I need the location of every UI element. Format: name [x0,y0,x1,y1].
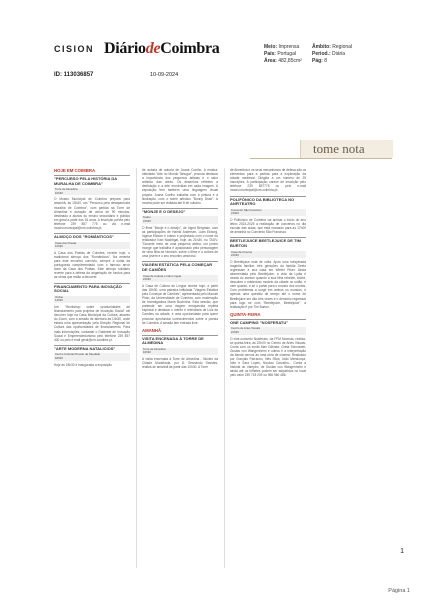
venue-time: 21h30 [231,330,239,334]
meta-period [312,51,352,58]
venue-name: Convento São Francisco [231,207,262,212]
venue-time: 10h30 [143,350,151,355]
article-body: O Beetlejuice está de volta. Após uma inesperada tragédia familiar, três gerações da família Deetz regressam à sua casa em Winter River. Ainda atormentada pelo Beetlejuice, a vida da Lydia é virada do avesso quando a sua filha rebelde, Astrid, descobre o misterioso modelo da cidade no sótão, e nem quanto, e se o portal para o mundo dos mortos. Com problemas a surgir em ambos os mundos, é apenas uma questão de tempo até o nome de Beetlejuice ser dito três vezes e o demónio regressar para logo se com "Beetlejuice, Beetlejuice", a realização é por Tim Burton. [230,259,306,309]
clipping-date: 10-09-2024 [150,72,179,78]
article-body: O cine-concerto Nosferatu, da FFM Mormas, realiza-se quinta-feira, às 22h00 no Centro de Artes Visuais. Conta com os ecrãs Max Gilbratz, Greta Schroeder, Gustav von Wangenheim e outros e a interpretação da banda nervos às uma obra de cinema. Realizado por Gonçalo Parracho, Inês Silva, João Mendonça, Inês e Sara Lopes, Nicolau Carvalho... Conta a história do Vampiro, de Gustav von Wangenheim e ainda até os bilhetes podem ser adquiridos no local pelo valor 239 718 209 ou 966 960 486. [230,336,306,378]
venue-time: 14h30 [55,298,63,303]
article-headline: "MONJE E O DESEJO" [142,208,218,215]
id-label: ID: [54,72,62,78]
venue-time: 21h30 [231,253,239,258]
section-heading: HOJE EM COIMBRA [54,168,96,173]
pais-label: País: [264,51,276,57]
section-rule [250,158,392,159]
article-headline: BEETLEJUICE BEETLEJUICE DE TIM BURTON [230,237,306,248]
article-body: A Casa dos Poetas de Coimbra, recebe hoje, o tradicional almoço dos "Românticos". Na ementa para este encontro convívio, sempre à conta da portuguesa complementado com o famoso arroz doce da Casa dos Poetas. Este almoço solidário reverte para a defesa da angariação de fundos para as obras que estão a decorrer. [54,250,130,280]
venue-time: 21h00 [231,211,239,216]
venue-tag [54,188,130,195]
logo-word-de: de [145,40,161,57]
venue-tag [54,242,130,249]
ambito-label: Âmbito: [312,44,331,50]
venue-name: Casa de Cultura e Indo Língua [143,273,182,278]
page-footer: Página 1 [388,588,410,594]
article-body: Um "Workshop sobre oportunidades de financiamento para projetos de Inovação Social" vai decorrer hoje na Casa Municipal da Cultura, através do Zoom, com a sessão de abertura às 14h30, onde estará uma apresentação pela Direção Regional de Cultura das oportunidades de financiamento. Para mais informações, contactar o Gabinete de Inovação Social e Empreendedorismo pelo telefone 239 857 400 ou pelo e-mail geral@cm-coimbra.pt. [54,304,130,342]
venue-name: Casa dos Poetas [55,240,77,245]
article-body: O Polifónico de Coimbra vai animar o início do ano letivo 2024-2025 a realização de concertos no dia escolar das aulas, que está marcado para as 17h00 de amanhã no Convento São Francisco. [230,217,306,235]
venue-time: 12h30 [55,244,63,249]
article-headline: "PERCURSO PELA HISTÓRIA DA MURALHA DE COIMBRA" [54,175,130,186]
venue-tag [230,209,306,216]
article-headline: ALMOÇO DOS "ROMÂNTICOS" [54,233,130,240]
article-column-3 [230,168,306,381]
venue-name: Centro de Artes Visuais [231,326,261,331]
article-headline: POLIFÓNICO DA BIBLIOTECA NO ANFITEATRO [230,196,306,207]
venue-name: Online [55,294,64,299]
article-body: de autoria de autoria de Joana Coelho. A mostra, intitulada "Arte no Mundo Tahugar", procura destacar a importância dos pequenos artistas e o valor artístico das obras. Os desenhos refletem a dedicação e a arte envolvidas em cada imagem. A exposição tem também uma linguagem visual própria. Joana Coelho trabalha com a pintura e a ilustração, com o nome artístico "Bunny Draw". A mostra pode ser visitada até 8 de outubro. [142,168,218,205]
section-banner [300,140,393,158]
column-divider [224,168,225,568]
meta-right [312,44,352,65]
article-body: A Casa de Cultura de Língua recebe hoje, a partir das 18h30, uma palestra intitulada "Viagem Estática pela Começar de Camões", apresentada pelo Manuel Pinto, da Universidade de Coimbra, com moderação de Investigadora Maria Bochinha. Esta sessão, que pretende ser uma viagem enriquecida repleta especial e destacar o mérito e relevância de Luis de Camões na cidade, é uma oportunidade para quem procurar aprofundar conhecimentos sobre a poesia de Coimbra. A sessão tem entrada livre. [142,283,218,325]
meta-meio [264,44,302,51]
article-body: O Museu Municipal de Coimbra prepara para amanhã, às 10h30, um "Percurso pela desaparecida muralha de Coimbra", com partida na Torre de Almedina e duração de cerca de 90 minutos, destinado a alunos do ensino secundário e público em geral a partir dos 16 anos. A inscrição prévia pelo telefone 239 857 775 ou via e-mail museu.municipal@cm-coimbra.pt. [54,197,130,231]
meio-value: Imprensa [278,44,300,50]
venue-time: 18h30 [55,355,63,360]
area-label: Área: [264,58,277,64]
pag-value: 8 [324,58,328,64]
article-body: de Almedina e os seus mecanismos de defesa são os elementos para a partida para a exploração da cidade medieval. Dirigida a um número de 25 inscrições. A participação carece de inscrição pelo telefone 239 857775 ou pelo e-mail museu.municipal@cm-coimbra.pt. [230,168,307,193]
ambito-value: Regional [332,44,353,50]
meta-pais [264,51,302,58]
venue-name: Casa da Cinema [231,249,252,254]
logo-word-coimbra: Coimbra [160,40,220,57]
cision-logo: CISION [54,44,95,54]
pag-label: Pág: [312,58,323,64]
venue-time: 10h30 [55,190,63,195]
venue-name: Torre de Almedina [55,187,78,192]
meio-label: Meio: [264,44,278,50]
article-headline: "ARTE MODERNA NATALICIOS" [54,345,130,352]
section-title: tome nota [313,141,365,156]
article-column-1 [54,168,130,370]
period-label: Period.: [312,51,331,57]
venue-name: Torre de Almedina [143,346,166,351]
column-divider [136,168,137,568]
article-body: A visita encenada à Torre de Almedina - Núcleo da Cidade Muralhada, por D. Sesnando Davides, realiza-se amanhã às partir das 10h30. A Torre [142,357,218,370]
venue-tag [230,327,306,334]
id-value: 113036857 [63,72,94,78]
clipping-id [54,72,93,78]
meta-pag [312,58,352,65]
article-body: Hoje às 18h30 é inaugurada a exposição [54,362,112,367]
venue-tag [54,353,130,360]
period-value: Diária [332,51,346,57]
venue-tag [54,296,130,303]
article-headline: VISITA ENCENADA À TORRE DE ALMEDINA [142,335,218,346]
article-body: O filme "Monje e o desejo", de Ingrid Bergman, com as participações de Hamid Andersen, Liam Ekborg, Ingmar Ekborn e outros é projectado com o nome do realizador Ivan Nachtigal, hoje, às 21h30, no TAGV. "Durante meio de uma pequena aldeia, um jovem monge que trabalha é apaixonado pela personagem de uma filha de Norwich, sobre o filme e a cultura de uma jovem e o seu encontro amoroso. [142,225,218,259]
meta-ambito [312,44,352,51]
meta-area [264,58,302,65]
article-headline: ONE CAMPING "NOSFERATU" [230,319,306,326]
page-number: 1 [400,548,404,555]
newspaper-logo [104,40,220,58]
venue-tag [230,251,306,258]
venue-tag [142,348,218,355]
venue-time: 21h30 [143,277,151,282]
section-heading: QUINTA-FEIRA [230,311,261,317]
section-heading: AMANHÃ [142,327,162,333]
venue-name: Centro Cultural Penedo da Saudade [55,352,101,357]
article-column-2 [142,168,218,372]
venue-tag [142,216,218,223]
venue-tag [142,275,218,282]
venue-time: 21h30 [143,219,151,224]
article-headline: FINANCIAMENTO PARA INOVAÇÃO SOCIAL [54,283,130,294]
area-value: 482,85cm² [278,58,302,64]
article-headline: VIAGEM ESTÁTICA PELA COMEÇAR DE CAMÕES [142,261,218,272]
logo-word-diario: Diário [104,40,146,57]
meta-left [264,44,302,65]
venue-name: Teatro [143,215,151,220]
pais-value: Portugal [277,51,296,57]
